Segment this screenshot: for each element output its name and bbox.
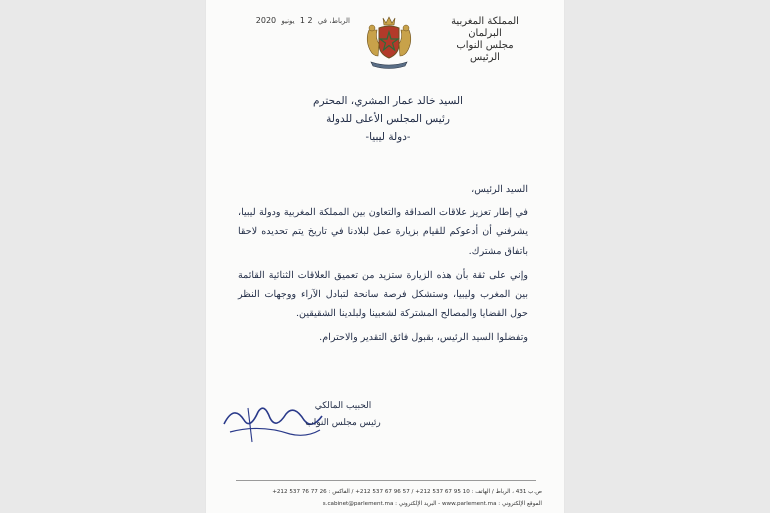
addressee-block xyxy=(278,92,498,146)
addressee-name: السيد خالد عمار المشري، المحترم xyxy=(313,95,463,107)
place-date xyxy=(240,16,350,25)
closing-line: وتفضلوا السيد الرئيس، بقبول فائق التقدير والاحترام. xyxy=(319,332,528,344)
institution-header xyxy=(430,16,540,64)
date-year: 2020 xyxy=(255,16,277,25)
place-date-label: الرباط، في xyxy=(317,17,350,25)
footer-address-phone: ص.ب 431 ، الرباط / الهاتف : 10 95 67 537 212+ / 57 96 67 537 212+ / الفاكس : 26 77 76 537 212+ xyxy=(272,489,542,495)
addressee-country: -دولة ليبيا- xyxy=(365,131,411,143)
paragraph-relations: وإني على ثقة بأن هذه الزيارة ستزيد من تعميق العلاقات الثنائية القائمة بين المغرب وليبيا، وستشكل فرصة سانحة لتبادل الآراء ووجهات النظر حول القضايا والمصالح المشتركة لشعبينا ولبلدينا الشقيقين. xyxy=(238,269,528,320)
header-parliament: البرلمان xyxy=(468,28,502,39)
addressee-title: رئيس المجلس الأعلى للدولة xyxy=(326,113,450,125)
signatory-name: الحبيب المالكي xyxy=(314,401,372,411)
coat-of-arms-emblem-icon xyxy=(361,14,417,72)
footer-contacts xyxy=(230,486,542,510)
letter-page xyxy=(206,0,564,513)
paragraph-invitation: في إطار تعزيز علاقات الصداقة والتعاون بين المملكة المغربية ودولة ليبيا، يشرفني أن أدعوكم للقيام بزيارة عمل لبلادنا في تاريخ يتم تحديده لاحقا باتفاق مشترك. xyxy=(238,207,528,257)
date-day: 2 1 xyxy=(299,16,313,25)
header-president: الرئيس xyxy=(470,52,500,63)
salutation: السيد الرئيس، xyxy=(471,184,528,195)
header-house: مجلس النواب xyxy=(456,40,514,51)
signatory xyxy=(300,398,386,432)
signatory-title: رئيس مجلس النواب xyxy=(305,418,381,428)
footer-web-email: الموقع الإلكتروني : www.parlement.ma - البريد الإلكتروني : s.cabinet@parlement.ma xyxy=(322,501,542,507)
footer-divider xyxy=(236,480,536,481)
letter-body xyxy=(238,180,528,353)
header-kingdom: المملكة المغربية xyxy=(451,16,519,27)
date-month: يونيو xyxy=(281,17,295,25)
